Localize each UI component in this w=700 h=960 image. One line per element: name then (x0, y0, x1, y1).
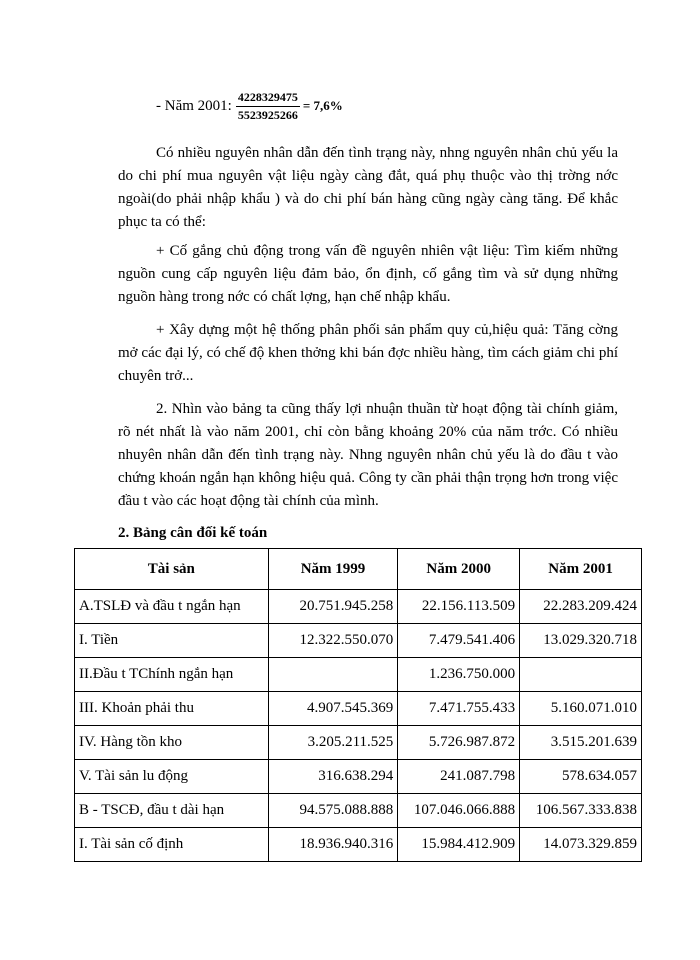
cell-2000: 7.471.755.433 (398, 692, 520, 726)
table-row (75, 590, 642, 624)
table-row (75, 760, 642, 794)
paragraph-financial: 2. Nhìn vào bảng ta cũng thấy lợi nhuận thuần từ hoạt động tài chính giảm, rõ nét nhất là vào năm 2001, chỉ còn bằng khoảng 20% của năm trớc. Có nhiều nhuyên nhân dẫn đến tình trạng này. Nhng nguyên nhân chủ yếu là do đầu t vào chứng khoán ngắn hạn không hiệu quả. Công ty cần phải thận trọng hơn trong việc đầu t vào các hoạt động tài chính của mình. (118, 401, 618, 509)
cell-2001: 3.515.201.639 (520, 726, 642, 760)
cell-2001: 13.029.320.718 (520, 624, 642, 658)
row-label: V. Tài sản lu động (75, 760, 269, 794)
cell-2000: 5.726.987.872 (398, 726, 520, 760)
row-label: III. Khoản phải thu (75, 692, 269, 726)
cell-1999 (268, 658, 398, 692)
row-label: B - TSCĐ, đầu t dài hạn (75, 794, 269, 828)
row-label: II.Đầu t TChính ngắn hạn (75, 658, 269, 692)
cell-2001: 22.283.209.424 (520, 590, 642, 624)
cell-1999: 4.907.545.369 (268, 692, 398, 726)
cell-1999: 316.638.294 (268, 760, 398, 794)
paragraph-distribution: + Xây dựng một hệ thống phân phối sản phẩm quy củ,hiệu quả: Tăng cờng mở các đại lý, có chế độ khen thởng khi bán đợc nhiều hàng, tìm cách giảm chi phí chuyên trở... (118, 322, 618, 384)
formula-result: = 7,6% (302, 98, 343, 113)
formula-numerator: 4228329475 (236, 90, 300, 107)
row-label: I. Tài sản cố định (75, 828, 269, 862)
table-row (75, 692, 642, 726)
section-title: 2. Bảng cân đối kế toán (118, 525, 268, 541)
cell-2001 (520, 658, 642, 692)
cell-2001: 14.073.329.859 (520, 828, 642, 862)
header-asset: Tài sản (75, 549, 269, 590)
cell-1999: 3.205.211.525 (268, 726, 398, 760)
table-header-row (75, 549, 642, 590)
formula-denominator: 5523925266 (237, 107, 298, 122)
row-label: A.TSLĐ và đầu t ngắn hạn (75, 590, 269, 624)
formula-fraction (236, 90, 300, 123)
cell-2000: 107.046.066.888 (398, 794, 520, 828)
header-1999: Năm 1999 (268, 549, 398, 590)
paragraph-causes: Có nhiều nguyên nhân dẫn đến tình trạng này, nhng nguyên nhân chủ yếu la do chi phí mua nguyên vật liệu ngày càng đắt, quá phụ thuộc vào thị trờng nớc ngoài(do phải nhập khẩu ) và do chi phí bán hàng cũng ngày càng tăng. Để khắc phục ta có thể: (118, 145, 618, 230)
cell-1999: 94.575.088.888 (268, 794, 398, 828)
row-label: I. Tiền (75, 624, 269, 658)
cell-2001: 5.160.071.010 (520, 692, 642, 726)
cell-2000: 7.479.541.406 (398, 624, 520, 658)
cell-1999: 18.936.940.316 (268, 828, 398, 862)
table-row (75, 624, 642, 658)
paragraph-materials: + Cố gắng chủ động trong vấn đề nguyên nhiên vật liệu: Tìm kiếm những nguồn cung cấp nguyên liệu đảm bảo, ổn định, cố gắng tìm và sử dụng những nguồn hàng trong nớc có chất lợng, hạn chế nhập khẩu. (118, 243, 618, 305)
cell-1999: 20.751.945.258 (268, 590, 398, 624)
cell-1999: 12.322.550.070 (268, 624, 398, 658)
cell-2000: 22.156.113.509 (398, 590, 520, 624)
row-label: IV. Hàng tồn kho (75, 726, 269, 760)
table-row (75, 658, 642, 692)
cell-2000: 241.087.798 (398, 760, 520, 794)
table-row (75, 726, 642, 760)
formula-line (156, 88, 343, 124)
cell-2000: 1.236.750.000 (398, 658, 520, 692)
cell-2001: 106.567.333.838 (520, 794, 642, 828)
cell-2000: 15.984.412.909 (398, 828, 520, 862)
table-row (75, 828, 642, 862)
balance-sheet-table (74, 548, 642, 862)
formula-prefix: - Năm 2001: (156, 97, 232, 114)
cell-2001: 578.634.057 (520, 760, 642, 794)
header-2001: Năm 2001 (520, 549, 642, 590)
header-2000: Năm 2000 (398, 549, 520, 590)
table-row (75, 794, 642, 828)
